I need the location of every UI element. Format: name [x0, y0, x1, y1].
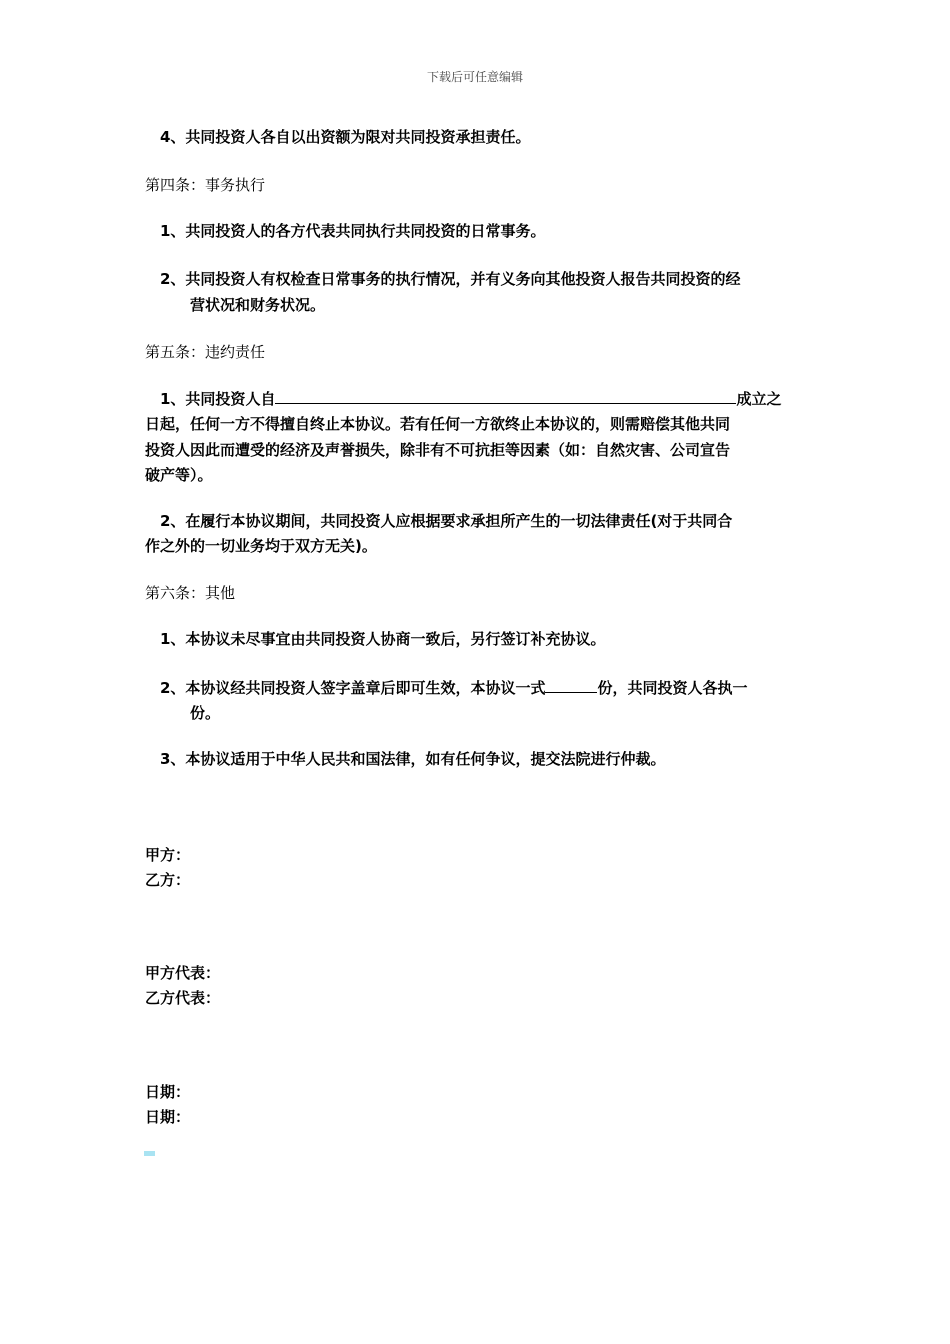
- page-header: 下载后可任意编辑: [426, 70, 523, 84]
- article5-item1-suffix: 成立之: [736, 390, 782, 408]
- party-a-rep-label: 甲方代表：: [145, 964, 221, 982]
- article4-item2-line1: 2、共同投资人有权检查日常事务的执行情况，并有义务向其他投资人报告共同投资的经: [160, 270, 741, 288]
- date-a-label: 日期：: [145, 1083, 191, 1101]
- party-b-rep-label: 乙方代表：: [145, 989, 221, 1007]
- article5-item1-line2: 日起，任何一方不得擅自终止本协议。若有任何一方欲终止本协议的，则需赔偿其他共同: [145, 415, 731, 433]
- article6-item1: 1、本协议未尽事宜由共同投资人协商一致后，另行签订补充协议。: [160, 630, 606, 648]
- article4-title: 第四条：事务执行: [145, 176, 266, 194]
- article4-item2-line2: 营状况和财务状况。: [190, 296, 326, 314]
- blank-copies[interactable]: [545, 674, 597, 693]
- article6-item3: 3、本协议适用于中华人民共和国法律，如有任何争议，提交法院进行仲裁。: [160, 750, 666, 768]
- blank-establish-date[interactable]: [275, 385, 736, 404]
- article5-item1-line1: [160, 385, 781, 412]
- article5-item1-line3: 投资人因此而遭受的经济及声誉损失，除非有不可抗拒等因素（如：自然灾害、公司宣告: [145, 441, 731, 459]
- article5-item1-line4: 破产等）。: [145, 466, 213, 484]
- article6-title: 第六条：其他: [145, 584, 236, 602]
- article5-item2-line1: 2、在履行本协议期间，共同投资人应根据要求承担所产生的一切法律责任(对于共同合: [160, 512, 733, 530]
- article4-item1: 1、共同投资人的各方代表共同执行共同投资的日常事务。: [160, 222, 546, 240]
- party-b-label: 乙方：: [145, 871, 191, 889]
- date-b-label: 日期：: [145, 1108, 191, 1126]
- article3-item4: 4、共同投资人各自以出资额为限对共同投资承担责任。: [160, 128, 531, 146]
- article6-item2-prefix: 2、本协议经共同投资人签字盖章后即可生效，本协议一式: [160, 679, 546, 697]
- text-cursor-marker: [144, 1151, 155, 1156]
- article5-item1-prefix: 1、共同投资人自: [160, 390, 276, 408]
- article6-item2-suffix: 份，共同投资人各执一: [597, 679, 748, 697]
- article5-item2-line2: 作之外的一切业务均于双方无关)。: [145, 537, 377, 555]
- article6-item2-line1: [160, 674, 747, 701]
- party-a-label: 甲方：: [145, 846, 191, 864]
- article6-item2-line2: 份。: [190, 704, 221, 722]
- article5-title: 第五条：违约责任: [145, 343, 266, 361]
